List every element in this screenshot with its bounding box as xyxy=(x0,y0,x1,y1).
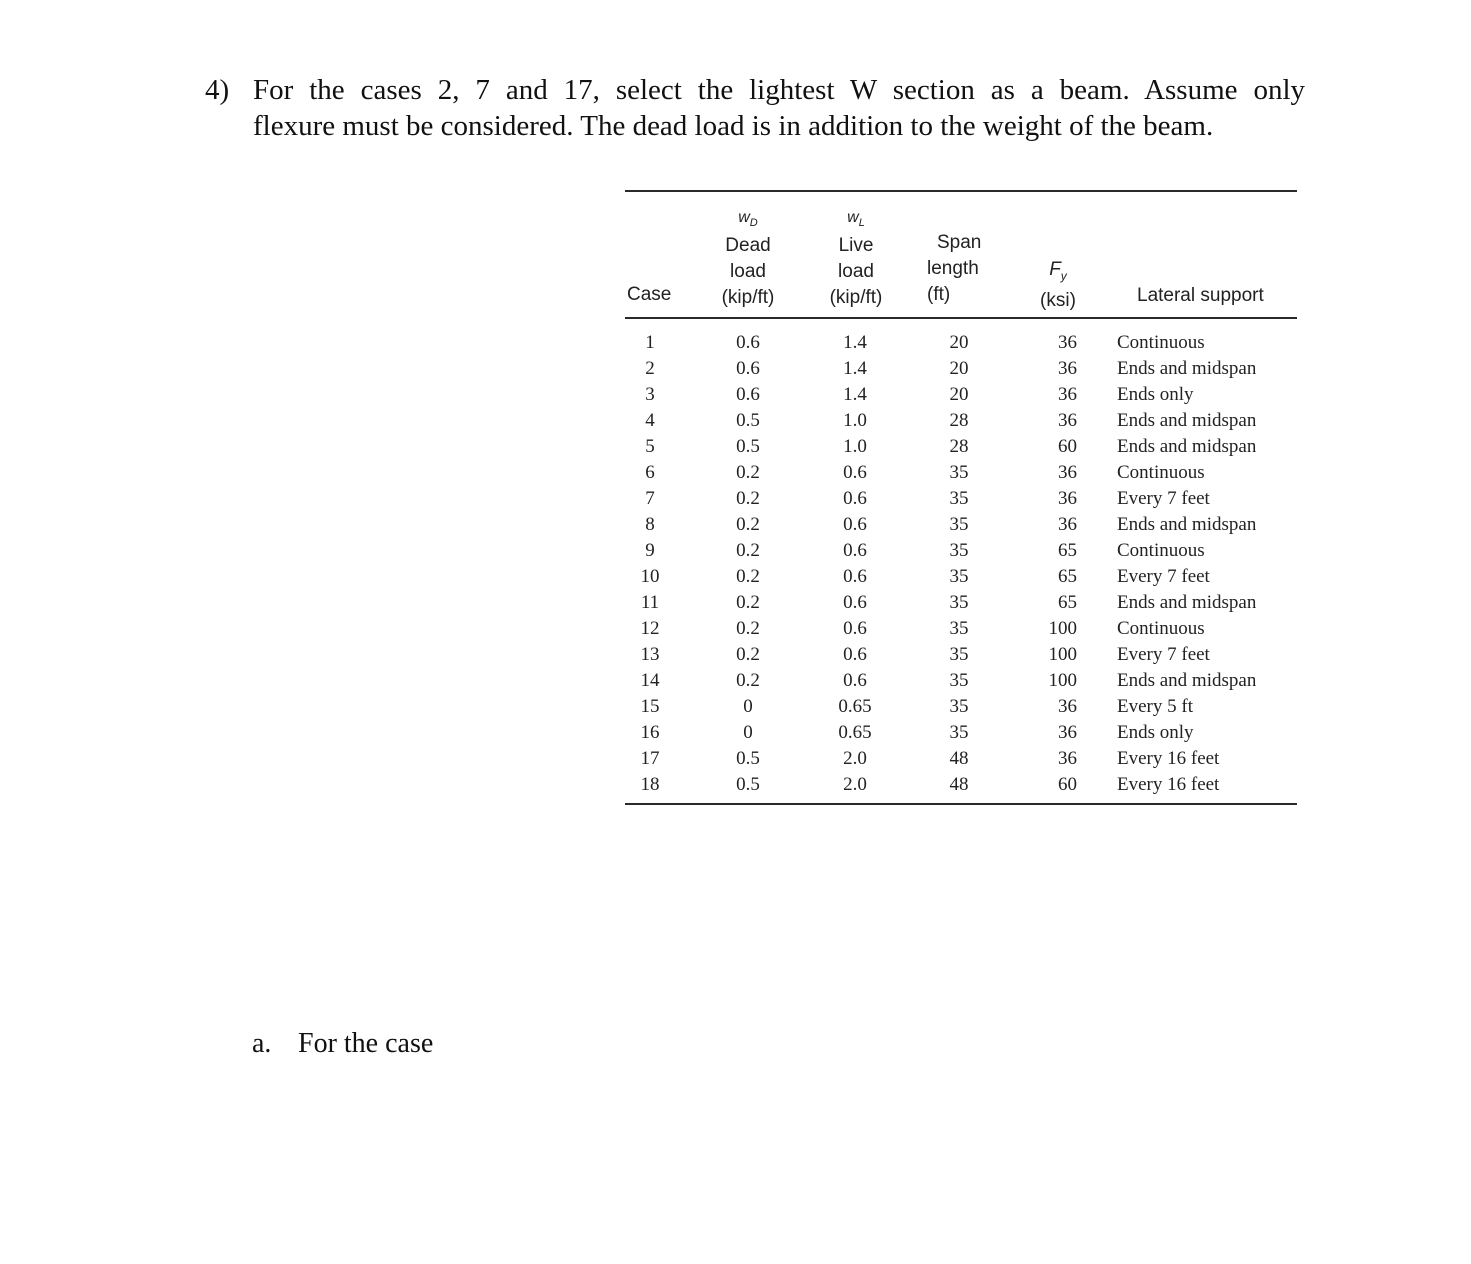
cell-fy: 65 xyxy=(1058,540,1077,561)
cell-fy: 65 xyxy=(1058,566,1077,587)
header-fy-unit: (ksi) xyxy=(1040,289,1076,311)
cell-span-length: 20 xyxy=(949,384,969,405)
cell-case: 9 xyxy=(645,540,655,561)
cell-live-load: 1.0 xyxy=(843,410,867,431)
cell-live-load: 0.6 xyxy=(843,488,867,509)
cell-span-length: 35 xyxy=(949,696,969,717)
cell-lateral-support: Ends and midspan xyxy=(1117,592,1257,613)
header-live-load xyxy=(825,208,887,311)
cell-live-load: 2.0 xyxy=(843,748,867,769)
cell-case: 10 xyxy=(640,566,660,587)
cell-lateral-support: Ends and midspan xyxy=(1117,670,1257,691)
cell-span-length: 20 xyxy=(949,358,969,379)
header-dead-unit: (kip/ft) xyxy=(721,287,775,309)
cell-case: 2 xyxy=(645,358,655,379)
table-row xyxy=(625,668,1297,694)
cell-fy: 36 xyxy=(1058,696,1077,717)
subpart-text: For the case xyxy=(298,1028,434,1059)
cell-case: 7 xyxy=(645,488,655,509)
cell-dead-load: 0.2 xyxy=(736,618,760,639)
table-row xyxy=(625,408,1297,434)
cell-lateral-support: Ends and midspan xyxy=(1117,410,1257,431)
cell-lateral-support: Ends and midspan xyxy=(1117,514,1257,535)
cell-dead-load: 0.6 xyxy=(736,384,760,405)
cell-lateral-support: Every 7 feet xyxy=(1117,566,1210,587)
cell-span-length: 35 xyxy=(949,644,969,665)
table-body xyxy=(625,330,1297,798)
cell-lateral-support: Every 7 feet xyxy=(1117,644,1210,665)
cell-dead-load: 0.2 xyxy=(736,540,760,561)
cell-case: 8 xyxy=(645,514,655,535)
header-span-line2: length xyxy=(927,258,979,279)
header-dead-line1: Dead xyxy=(725,235,771,257)
cell-live-load: 0.6 xyxy=(843,566,867,587)
header-live-line1: Live xyxy=(838,235,874,257)
cell-case: 14 xyxy=(640,670,660,691)
cell-lateral-support: Every 16 feet xyxy=(1117,774,1220,795)
cell-case: 5 xyxy=(645,436,655,457)
table-row xyxy=(625,616,1297,642)
cell-span-length: 48 xyxy=(949,774,969,795)
table-row xyxy=(625,460,1297,486)
header-live-line2: load xyxy=(838,261,874,283)
cell-case: 11 xyxy=(640,592,660,613)
cell-live-load: 1.4 xyxy=(843,332,867,353)
table-bottom-rule xyxy=(625,803,1297,805)
cell-case: 6 xyxy=(645,462,655,483)
cell-lateral-support: Every 5 ft xyxy=(1117,696,1193,717)
cell-live-load: 0.6 xyxy=(843,618,867,639)
beam-cases-table xyxy=(625,190,1297,808)
cell-lateral-support: Ends only xyxy=(1117,384,1194,405)
cell-span-length: 28 xyxy=(949,410,969,431)
cell-dead-load: 0.2 xyxy=(736,566,760,587)
cell-live-load: 0.6 xyxy=(843,540,867,561)
cell-lateral-support: Ends and midspan xyxy=(1117,436,1257,457)
cell-fy: 36 xyxy=(1058,462,1077,483)
table-row xyxy=(625,434,1297,460)
subpart-letter: a. xyxy=(252,1028,272,1059)
cell-case: 16 xyxy=(640,722,660,743)
header-fy-symbol: $F_y$ xyxy=(1049,259,1067,283)
cell-live-load: 0.6 xyxy=(843,592,867,613)
cell-fy: 65 xyxy=(1058,592,1077,613)
cell-lateral-support: Every 7 feet xyxy=(1117,488,1210,509)
header-dead-load xyxy=(717,208,779,311)
cell-span-length: 35 xyxy=(949,540,969,561)
question-block xyxy=(205,72,1305,144)
cell-dead-load: 0 xyxy=(743,696,753,717)
subpart-a xyxy=(252,1026,433,1062)
question-text-line-1: For the cases 2, 7 and 17, select the lightest W section as a beam. Assume only xyxy=(253,74,1305,106)
cell-dead-load: 0.5 xyxy=(736,748,760,769)
header-lateral-label: Lateral support xyxy=(1137,285,1264,306)
cell-case: 3 xyxy=(645,384,655,405)
cell-case: 1 xyxy=(645,332,655,353)
cell-fy: 100 xyxy=(1048,644,1077,665)
cell-lateral-support: Continuous xyxy=(1117,332,1205,353)
table-row xyxy=(625,720,1297,746)
cell-span-length: 35 xyxy=(949,488,969,509)
question-number: 4) xyxy=(205,74,230,106)
cell-live-load: 0.6 xyxy=(843,644,867,665)
cell-span-length: 35 xyxy=(949,514,969,535)
cell-fy: 36 xyxy=(1058,358,1077,379)
cell-case: 4 xyxy=(645,410,655,431)
cell-fy: 36 xyxy=(1058,384,1077,405)
cell-lateral-support: Continuous xyxy=(1117,462,1205,483)
table-row xyxy=(625,642,1297,668)
cell-dead-load: 0.5 xyxy=(736,410,760,431)
cell-dead-load: 0.2 xyxy=(736,488,760,509)
cell-span-length: 35 xyxy=(949,592,969,613)
cell-live-load: 0.65 xyxy=(838,696,872,717)
cell-case: 13 xyxy=(640,644,660,665)
cell-span-length: 35 xyxy=(949,722,969,743)
cell-dead-load: 0.5 xyxy=(736,774,760,795)
cell-span-length: 35 xyxy=(949,462,969,483)
cell-span-length: 35 xyxy=(949,566,969,587)
table-row xyxy=(625,486,1297,512)
cell-dead-load: 0.2 xyxy=(736,514,760,535)
table-row xyxy=(625,772,1297,798)
table-row xyxy=(625,330,1297,356)
cell-fy: 36 xyxy=(1058,488,1077,509)
cell-span-length: 35 xyxy=(949,618,969,639)
cell-case: 15 xyxy=(640,696,660,717)
cell-live-load: 2.0 xyxy=(843,774,867,795)
table-row xyxy=(625,564,1297,590)
cell-live-load: 0.6 xyxy=(843,514,867,535)
header-case-label: Case xyxy=(627,284,672,305)
cell-fy: 100 xyxy=(1048,670,1077,691)
cell-lateral-support: Ends only xyxy=(1117,722,1194,743)
cell-live-load: 0.65 xyxy=(838,722,872,743)
cell-lateral-support: Every 16 feet xyxy=(1117,748,1220,769)
table-row xyxy=(625,694,1297,720)
header-case xyxy=(627,282,671,308)
header-dead-symbol: $w_D$ xyxy=(738,209,758,230)
cell-case: 12 xyxy=(640,618,660,639)
cell-dead-load: 0 xyxy=(743,722,753,743)
table-header-rule xyxy=(625,317,1297,319)
cell-live-load: 0.6 xyxy=(843,462,867,483)
cell-lateral-support: Continuous xyxy=(1117,540,1205,561)
cell-dead-load: 0.2 xyxy=(736,592,760,613)
cell-fy: 36 xyxy=(1058,514,1077,535)
header-live-symbol: $w_L$ xyxy=(847,209,865,230)
cell-fy: 36 xyxy=(1058,722,1077,743)
question-line-1 xyxy=(205,72,1305,108)
cell-dead-load: 0.2 xyxy=(736,670,760,691)
cell-fy: 36 xyxy=(1058,748,1077,769)
header-span-unit: (ft) xyxy=(927,284,951,305)
cell-live-load: 1.4 xyxy=(843,358,867,379)
table-row xyxy=(625,590,1297,616)
header-live-unit: (kip/ft) xyxy=(829,287,883,309)
table-row xyxy=(625,356,1297,382)
cell-fy: 36 xyxy=(1058,410,1077,431)
cell-dead-load: 0.6 xyxy=(736,332,760,353)
header-lateral-support xyxy=(1137,283,1264,309)
cell-span-length: 28 xyxy=(949,436,969,457)
cell-dead-load: 0.6 xyxy=(736,358,760,379)
header-fy xyxy=(1033,258,1083,314)
cell-fy: 36 xyxy=(1058,332,1077,353)
cell-live-load: 1.4 xyxy=(843,384,867,405)
cell-lateral-support: Continuous xyxy=(1117,618,1205,639)
table-row xyxy=(625,382,1297,408)
cell-fy: 100 xyxy=(1048,618,1077,639)
cell-live-load: 0.6 xyxy=(843,670,867,691)
cell-span-length: 20 xyxy=(949,332,969,353)
cell-fy: 60 xyxy=(1058,774,1077,795)
cell-span-length: 35 xyxy=(949,670,969,691)
header-span-line1: Span xyxy=(937,232,982,253)
cell-fy: 60 xyxy=(1058,436,1077,457)
cell-dead-load: 0.2 xyxy=(736,644,760,665)
table-row xyxy=(625,512,1297,538)
cell-lateral-support: Ends and midspan xyxy=(1117,358,1257,379)
cell-case: 18 xyxy=(640,774,660,795)
cell-live-load: 1.0 xyxy=(843,436,867,457)
cell-case: 17 xyxy=(640,748,660,769)
header-span-length xyxy=(927,230,997,308)
table-top-rule xyxy=(625,190,1297,192)
header-dead-line2: load xyxy=(730,261,766,283)
question-text-line-2: flexure must be considered. The dead load is in addition to the weight of the beam. xyxy=(253,110,1214,142)
table-row xyxy=(625,538,1297,564)
cell-dead-load: 0.5 xyxy=(736,436,760,457)
cell-span-length: 48 xyxy=(949,748,969,769)
cell-dead-load: 0.2 xyxy=(736,462,760,483)
table-row xyxy=(625,746,1297,772)
